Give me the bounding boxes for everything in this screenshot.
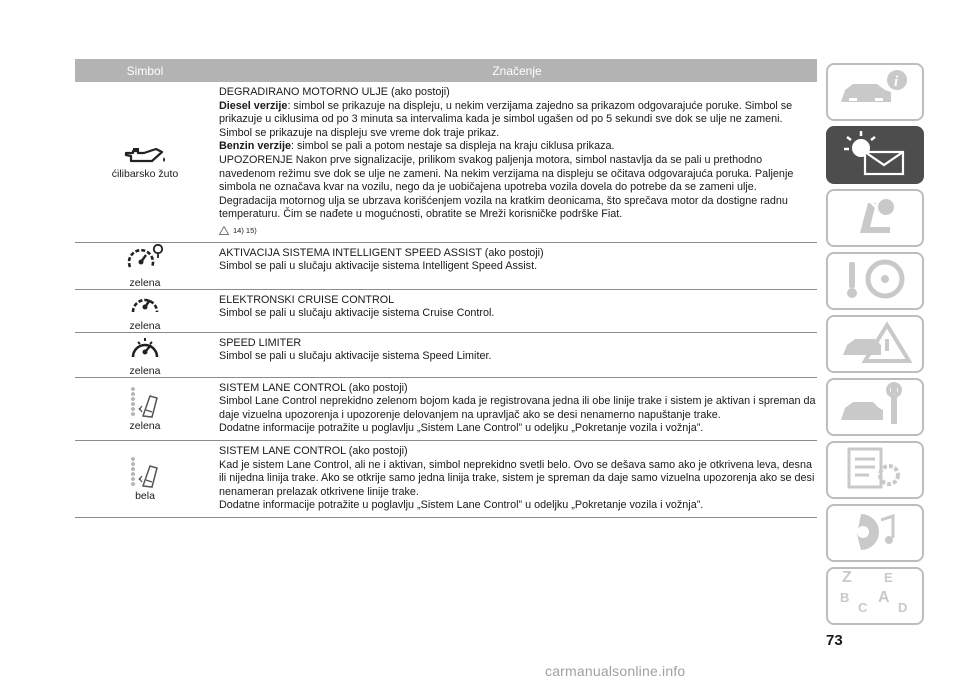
symbol-color-label: bela (135, 489, 155, 502)
seat-airbag-icon (840, 193, 910, 244)
car-tools-icon (835, 382, 915, 433)
meaning-paragraph (219, 294, 817, 308)
meaning-text: DEGRADIRANO MOTORNO ULJE (ako postoji) (219, 86, 450, 98)
meaning-text: SISTEM LANE CONTROL (ako postoji) (219, 381, 408, 394)
version-label: Diesel verzije (219, 99, 288, 112)
warning-triangle-icon (219, 226, 229, 235)
table-row (75, 290, 817, 333)
index-letter: Z (842, 568, 852, 586)
index-letter: C (858, 599, 868, 615)
meaning-paragraph (219, 350, 817, 364)
symbol-cell (75, 441, 215, 517)
symbol-cell (75, 82, 215, 242)
meaning-paragraph (219, 422, 817, 436)
meaning-cell (217, 82, 817, 242)
meaning-text: Simbol se pali u slučaju aktivacije sistema Speed Limiter. (219, 350, 492, 363)
lane-control-icon (128, 386, 162, 418)
table-row (75, 82, 817, 243)
index-letter: E (884, 569, 893, 585)
table-row (75, 378, 817, 441)
oil-can-icon (122, 144, 168, 166)
meaning-paragraph (219, 459, 817, 500)
tab-emergency[interactable] (826, 315, 924, 373)
multimedia-icon (835, 508, 915, 559)
symbol-color-label: zelena (129, 419, 161, 432)
meaning-text: Simbol se pali u slučaju aktivacije sistema Intelligent Speed Assist. (219, 260, 538, 273)
symbol-cell (75, 290, 215, 332)
page-number: 73 (826, 632, 843, 649)
reference-numbers: 14) 15) (233, 225, 257, 235)
alphabet-index-icon (832, 568, 918, 625)
meaning-paragraph (219, 140, 817, 154)
car-info-icon (835, 68, 915, 117)
meaning-cell (217, 290, 817, 332)
meaning-text: AKTIVACIJA SISTEMA INTELLIGENT SPEED ASSIST (ako postoji) (219, 246, 544, 259)
meaning-text: SPEED LIMITER (219, 336, 302, 349)
symbol-color-label: zelena (129, 364, 161, 377)
meaning-text: Simbol se pali u slučaju aktivacije sistema Cruise Control. (219, 307, 495, 320)
table-row (75, 333, 817, 378)
intelligent-speed-assist-icon (125, 243, 165, 275)
meaning-paragraph (219, 445, 817, 459)
index-letter: B (840, 589, 850, 605)
meaning-text: UPOZORENJE Nakon prve signalizacije, prilikom svakog paljenja motora, simbol nastavlja da se pali u prethodno navedenom režimu sve dok se ulje ne zameni. Na nekim verzijama na displeju se očitava odgovarajuća poruka. Paljenje simbola ne označava kvar na vozilu, nego da je uobičajena upotreba vozila dovela do potrebe da se zameni ulje. Degradacija motornog ulja se ubrzava korišćenjem vozila na kratkim deonicama, što sprečava motor da dostigne radnu temperaturu. Čim se nađete u mogućnosti, obratite se Mreži korisničke podrške Fiat. (219, 153, 794, 221)
svg-text:i: i (894, 73, 899, 90)
cruise-control-icon (128, 290, 162, 318)
meaning-text: SISTEM LANE CONTROL (ako postoji) (219, 444, 408, 457)
meaning-cell (217, 378, 817, 440)
table-row (75, 243, 817, 290)
tab-car-info[interactable] (826, 63, 924, 121)
symbol-cell (75, 378, 215, 440)
warning-light-message-icon (835, 128, 915, 183)
symbol-table (75, 59, 817, 518)
meaning-paragraph (219, 382, 817, 396)
tab-warning-lights[interactable] (826, 126, 924, 184)
meaning-paragraph (219, 154, 817, 222)
meaning-text: Dodatne informacije potražite u poglavlju „Sistem Lane Control” u odeljku „Pokretanje vozila i vožnja”. (219, 499, 704, 512)
meaning-text: Kad je sistem Lane Control, ali ne i aktivan, simbol neprekidno svetli belo. Ovo se dešava samo ako je otkrivena leva, desna ili nijedna linija trake. Ako se otkrije samo jedna linija trake, sistem je spreman da daje samo vizuelna upozorenja ako se desi nenameran prelazak otkrivene linije trake. (219, 458, 815, 498)
meaning-cell (217, 441, 817, 517)
meaning-text: ELEKTRONSKI CRUISE CONTROL (219, 293, 395, 306)
emergency-icon (835, 319, 915, 370)
speed-limiter-icon (128, 333, 162, 363)
table-row (75, 441, 817, 518)
meaning-text: : simbol se pali a potom nestaje sa displeja na kraju ciklusa prikaza. (291, 140, 615, 153)
meaning-paragraph (219, 86, 817, 100)
meaning-paragraph (219, 499, 817, 513)
meaning-text: Dodatne informacije potražite u poglavlju „Sistem Lane Control” u odeljku „Pokretanje vozila i vožnja”. (219, 422, 704, 435)
symbol-cell (75, 243, 215, 289)
tab-index[interactable] (826, 567, 924, 625)
version-label: Benzin verzije (219, 140, 292, 153)
symbol-color-label: zelena (129, 319, 161, 332)
meaning-paragraph (219, 100, 817, 141)
technical-data-icon (835, 445, 915, 496)
symbol-color-label: ćilibarsko žuto (111, 167, 179, 180)
chapter-tabs (826, 63, 924, 630)
meaning-paragraph (219, 395, 817, 422)
meaning-paragraph (219, 247, 817, 261)
tab-safety[interactable] (826, 189, 924, 247)
header-meaning: Značenje (492, 63, 542, 78)
tab-maintenance[interactable] (826, 378, 924, 436)
tab-starting-driving[interactable] (826, 252, 924, 310)
symbol-cell (75, 333, 215, 377)
lane-control-icon (128, 456, 162, 488)
watermark: carmanualsonline.info (545, 663, 686, 679)
table-header (75, 59, 817, 82)
tab-multimedia[interactable] (826, 504, 924, 562)
meaning-text: Simbol Lane Control neprekidno zelenom bojom kada je registrovana jedna ili obe linije trake i sistem je aktivan i spreman da daje vizuelna upozorenja i upozorenje delovanjem na upravljač ako se desi nenamerno napuštanje trake. (219, 395, 816, 421)
symbol-color-label: zelena (129, 276, 161, 289)
index-letter: A (878, 588, 890, 606)
meaning-paragraph (219, 260, 817, 274)
meaning-paragraph (219, 307, 817, 321)
meaning-text: : simbol se prikazuje na displeju, u nekim verzijama zajedno sa prikazom odgovarajuće poruke. Simbol se prikazuje u ciklusima od po 3 minuta sa intervalima kada je simbol ugašen od po 5 sekundi sve dok se ulje ne zameni. Simbol se prikazuje na displeju sve vreme dok traje prikaz. (219, 99, 793, 139)
meaning-paragraph (219, 337, 817, 351)
index-letter: D (898, 599, 908, 615)
warning-references[interactable] (219, 224, 817, 238)
tab-technical-data[interactable] (826, 441, 924, 499)
meaning-cell (217, 333, 817, 377)
meaning-cell (217, 243, 817, 289)
header-symbol: Simbol (126, 63, 164, 78)
key-steering-wheel-icon (835, 256, 915, 307)
